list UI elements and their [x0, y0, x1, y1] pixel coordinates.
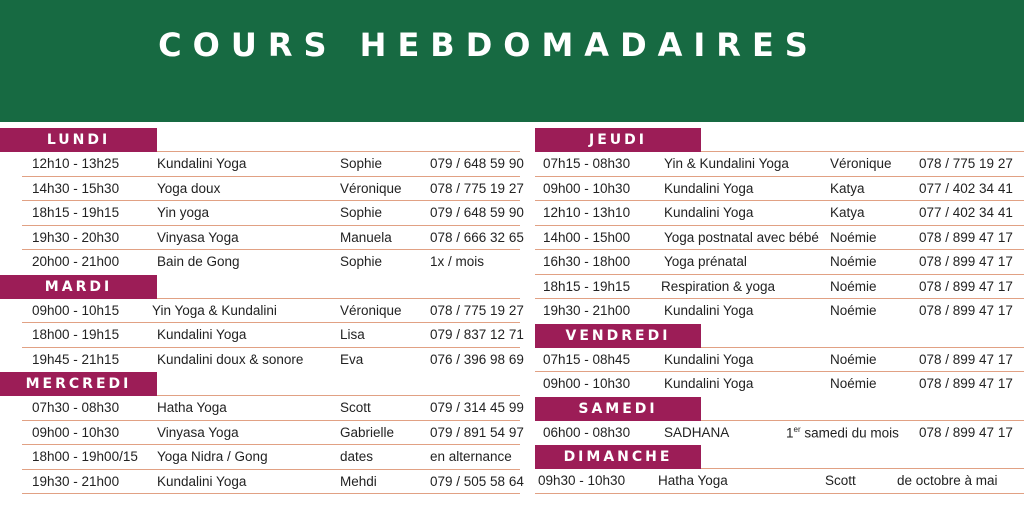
time: 07h30 - 08h30 — [32, 400, 120, 415]
schedule-row — [535, 226, 1024, 251]
teacher: Véronique — [830, 156, 892, 171]
course: Hatha Yoga — [658, 473, 728, 488]
course: Kundalini Yoga — [664, 376, 754, 391]
course: Kundalini doux & sonore — [157, 351, 304, 367]
time: 09h00 - 10h15 — [32, 302, 120, 318]
course: Kundalini Yoga — [664, 351, 754, 367]
teacher: dates — [340, 449, 374, 464]
day-header-vendredi — [535, 324, 1024, 348]
phone: 078 / 899 47 17 — [919, 278, 1013, 294]
course: Vinyasa Yoga — [157, 229, 239, 245]
schedule-row — [0, 152, 524, 177]
course: Vinyasa Yoga — [157, 424, 239, 440]
course: Yin Yoga & Kundalini — [152, 302, 277, 318]
time: 07h15 - 08h45 — [543, 351, 631, 367]
phone: 078 / 666 32 65 — [430, 229, 524, 245]
course: Kundalini Yoga — [157, 473, 247, 489]
day-header-lundi — [0, 128, 520, 152]
course: Kundalini Yoga — [157, 327, 247, 342]
time: 18h15 - 19h15 — [32, 205, 120, 220]
schedule-row — [535, 469, 1024, 494]
time: 12h10 - 13h25 — [32, 156, 120, 171]
day-header-samedi — [535, 397, 1024, 421]
time: 19h30 - 20h30 — [32, 229, 120, 245]
schedule-row — [535, 152, 1024, 177]
time: 19h30 - 21h00 — [32, 473, 120, 489]
course: SADHANA — [664, 424, 730, 440]
course: Yin & Kundalini Yoga — [664, 156, 789, 171]
time: 09h00 - 10h30 — [32, 424, 120, 440]
teacher: Eva — [340, 351, 364, 367]
teacher: Noémie — [830, 229, 877, 245]
phone: 078 / 899 47 17 — [919, 254, 1013, 269]
schedule-row — [535, 421, 1024, 446]
phone: 077 / 402 34 41 — [919, 180, 1013, 196]
phone: 077 / 402 34 41 — [919, 205, 1013, 220]
teacher: Gabrielle — [340, 424, 395, 440]
info: en alternance — [430, 449, 512, 464]
teacher: Katya — [830, 180, 865, 196]
time: 12h10 - 13h10 — [543, 205, 631, 220]
phone: 079 / 837 12 71 — [430, 327, 524, 342]
schedule-row — [535, 348, 1024, 373]
teacher: Scott — [825, 473, 856, 488]
course: Yoga doux — [157, 180, 221, 196]
time: 09h00 - 10h30 — [543, 376, 631, 391]
schedule-row — [0, 177, 524, 202]
schedule-left-column — [0, 128, 524, 494]
course: Yin yoga — [157, 205, 210, 220]
phone: 1x / mois — [430, 254, 485, 269]
schedule-row — [535, 299, 1024, 324]
time: 06h00 - 08h30 — [543, 424, 631, 440]
schedule-row — [0, 226, 524, 251]
time: 07h15 - 08h30 — [543, 156, 631, 171]
phone: 079 / 648 59 90 — [430, 205, 524, 220]
course: Yoga prénatal — [664, 254, 747, 269]
phone: 078 / 775 19 27 — [919, 156, 1013, 171]
time: 18h00 - 19h15 — [32, 327, 120, 342]
teacher: Katya — [830, 205, 865, 220]
teacher: Noémie — [830, 278, 877, 294]
teacher: Sophie — [340, 254, 383, 269]
teacher: Manuela — [340, 229, 392, 245]
day-label: MERCREDI — [0, 372, 157, 396]
teacher: Scott — [340, 400, 371, 415]
schedule-row — [535, 177, 1024, 202]
schedule-note — [786, 425, 899, 441]
course: Kundalini Yoga — [664, 303, 754, 318]
time: 19h30 - 21h00 — [543, 303, 631, 318]
day-label: SAMEDI — [535, 397, 701, 421]
schedule-row — [0, 421, 524, 446]
teacher: Noémie — [830, 254, 877, 269]
phone: 078 / 899 47 17 — [919, 376, 1013, 391]
note-number: 1 — [786, 425, 794, 440]
course: Bain de Gong — [157, 254, 240, 269]
phone: 079 / 505 58 64 — [430, 473, 524, 489]
day-label: LUNDI — [0, 128, 157, 152]
page-title: COURS HEBDOMADAIRES — [158, 26, 819, 64]
phone: 079 / 314 45 99 — [430, 400, 524, 415]
schedule-row — [535, 275, 1024, 300]
phone: 078 / 775 19 27 — [430, 180, 524, 196]
teacher: Lisa — [340, 327, 365, 342]
schedule-row — [0, 250, 520, 275]
time: 09h00 - 10h30 — [543, 180, 631, 196]
course: Kundalini Yoga — [664, 180, 754, 196]
schedule-row — [535, 372, 1024, 397]
teacher: Noémie — [830, 376, 877, 391]
teacher: Véronique — [340, 180, 402, 196]
phone: 078 / 899 47 17 — [919, 424, 1013, 440]
day-label: DIMANCHE — [535, 445, 701, 469]
teacher: Sophie — [340, 205, 383, 220]
schedule-row — [0, 396, 524, 421]
schedule-row — [0, 348, 524, 373]
day-header-mardi — [0, 275, 520, 299]
time: 18h15 - 19h15 — [543, 278, 631, 294]
schedule-right-column — [535, 128, 1024, 494]
time: 14h00 - 15h00 — [543, 229, 631, 245]
schedule-row — [0, 323, 524, 348]
teacher: Véronique — [340, 302, 402, 318]
teacher: Sophie — [340, 156, 383, 171]
teacher: Noémie — [830, 303, 877, 318]
day-label: MARDI — [0, 275, 157, 299]
phone: 079 / 648 59 90 — [430, 156, 524, 171]
course: Yoga postnatal avec bébé — [664, 229, 819, 245]
header-banner — [0, 0, 1024, 122]
time: 19h45 - 21h15 — [32, 351, 120, 367]
time: 14h30 - 15h30 — [32, 180, 120, 196]
phone: 078 / 775 19 27 — [430, 302, 524, 318]
phone: 079 / 891 54 97 — [430, 424, 524, 440]
teacher: Mehdi — [340, 473, 377, 489]
teacher: Noémie — [830, 351, 877, 367]
day-header-dimanche — [535, 445, 1024, 469]
course: Yoga Nidra / Gong — [157, 449, 268, 464]
day-label: JEUDI — [535, 128, 701, 152]
schedule-row — [535, 201, 1024, 226]
phone: 078 / 899 47 17 — [919, 229, 1013, 245]
time: 16h30 - 18h00 — [543, 254, 631, 269]
schedule-row — [0, 299, 524, 324]
schedule-row — [0, 201, 524, 226]
phone: 078 / 899 47 17 — [919, 303, 1013, 318]
note-text: samedi du mois — [800, 425, 899, 440]
day-header-mercredi — [0, 372, 520, 396]
course: Kundalini Yoga — [664, 205, 754, 220]
course: Hatha Yoga — [157, 400, 227, 415]
info: de octobre à mai — [897, 473, 998, 488]
day-label: VENDREDI — [535, 324, 701, 348]
schedule-row — [0, 445, 520, 470]
schedule-row — [535, 250, 1024, 275]
time: 20h00 - 21h00 — [32, 254, 120, 269]
phone: 076 / 396 98 69 — [430, 351, 524, 367]
time: 09h30 - 10h30 — [538, 473, 626, 488]
schedule-row — [0, 470, 524, 495]
course: Kundalini Yoga — [157, 156, 247, 171]
day-header-jeudi — [535, 128, 1024, 152]
course: Respiration & yoga — [661, 278, 776, 294]
note-superscript: er — [793, 424, 801, 434]
phone: 078 / 899 47 17 — [919, 351, 1013, 367]
time: 18h00 - 19h00/15 — [32, 449, 138, 464]
